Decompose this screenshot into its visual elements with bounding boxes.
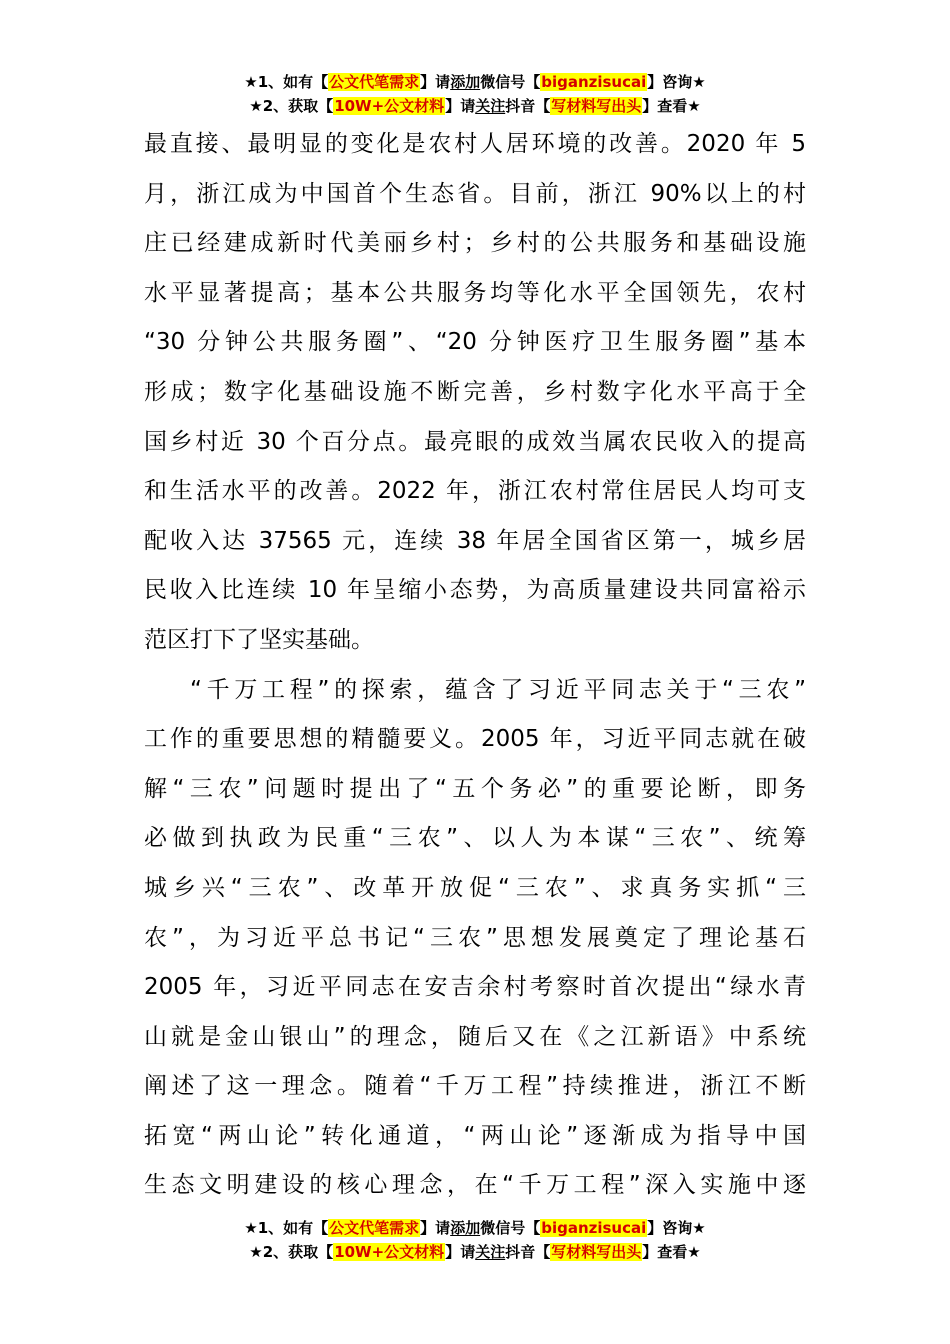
header-banner: [0, 70, 950, 118]
text-line: 拓宽“两山论”转化通道，“两山论”逐渐成为指导中国: [144, 1122, 806, 1149]
text-line: 城乡兴“三农”、改革开放促“三农”、求真务实抓“三: [144, 874, 806, 901]
banner-highlight-douyin-account: 写材料写出头: [551, 1243, 642, 1261]
text-line: 解“三农”问题时提出了“五个务必”的重要论断，即务: [144, 775, 806, 802]
banner-highlight: 公文代笔需求: [329, 1219, 420, 1237]
banner-highlight-wechat-id: biganzisucai: [541, 1219, 647, 1237]
banner-text: 抖音【: [505, 1243, 551, 1261]
text-line: 国乡村近 30 个百分点。最亮眼的成效当属农民收入的提高: [144, 428, 806, 455]
text-line: 配收入达 37565 元，连续 38 年居全国省区第一，城乡居: [144, 527, 806, 554]
banner-text: ★1、如有【: [244, 73, 329, 91]
text-line: 必做到执政为民重“三农”、以人为本谋“三农”、统筹: [144, 825, 806, 852]
document-body: [144, 120, 806, 1211]
banner-text: 】查看★: [642, 97, 701, 115]
footer-banner-line-2: [0, 1240, 950, 1264]
banner-underlined-text: 关注: [475, 1243, 506, 1261]
paragraph-2: [144, 666, 806, 1212]
banner-text: 】查看★: [642, 1243, 701, 1261]
footer-banner-line-1: [0, 1216, 950, 1240]
text-line: 生态文明建设的核心理念，在“千万工程”深入实施中逐: [144, 1172, 806, 1199]
banner-text: 微信号【: [480, 73, 541, 91]
text-line: 山就是金山银山”的理念，随后又在《之江新语》中系统: [144, 1023, 806, 1050]
banner-highlight-douyin-account: 写材料写出头: [551, 97, 642, 115]
banner-underlined-text: 添加: [450, 73, 481, 91]
banner-text: 】请: [420, 1219, 451, 1237]
text-line: 范区打下了坚实基础。: [144, 626, 374, 653]
text-line: 最直接、最明显的变化是农村人居环境的改善。2020 年 5: [144, 131, 806, 157]
header-banner-line-2: [0, 94, 950, 118]
text-line: 工作的重要思想的精髓要义。2005 年，习近平同志就在破: [144, 726, 806, 753]
banner-underlined-text: 添加: [450, 1219, 481, 1237]
banner-underlined-text: 关注: [475, 97, 506, 115]
text-line: “千万工程”的探索，蕴含了习近平同志关于“三农”: [190, 676, 806, 703]
text-line: “30 分钟公共服务圈”、“20 分钟医疗卫生服务圈”基本: [144, 329, 806, 356]
banner-text: 】请: [445, 1243, 476, 1261]
text-line: 形成；数字化基础设施不断完善，乡村数字化水平高于全: [144, 378, 806, 405]
text-line: 2005 年，习近平同志在安吉余村考察时首次提出“绿水青: [144, 974, 806, 1001]
text-line: 庄已经建成新时代美丽乡村；乡村的公共服务和基础设施: [144, 230, 806, 257]
banner-text: 微信号【: [480, 1219, 541, 1237]
banner-text: 】咨询★: [647, 73, 706, 91]
paragraph-1: [144, 120, 806, 666]
footer-banner: [0, 1216, 950, 1264]
text-line: 和生活水平的改善。2022 年，浙江农村常住居民人均可支: [144, 478, 806, 505]
banner-highlight-wechat-id: biganzisucai: [541, 73, 647, 91]
banner-text: 】请: [445, 97, 476, 115]
banner-text: ★2、获取【: [249, 97, 334, 115]
text-line: 民收入比连续 10 年呈缩小态势，为高质量建设共同富裕示: [144, 577, 806, 604]
text-line: 农”，为习近平总书记“三农”思想发展奠定了理论基石: [144, 924, 806, 951]
banner-text: 】咨询★: [647, 1219, 706, 1237]
text-line: 水平显著提高；基本公共服务均等化水平全国领先，农村: [144, 279, 806, 306]
text-line: 月，浙江成为中国首个生态省。目前，浙江 90%以上的村: [144, 180, 806, 207]
banner-text: 】请: [420, 73, 451, 91]
banner-text: ★1、如有【: [244, 1219, 329, 1237]
text-line: 阐述了这一理念。随着“千万工程”持续推进，浙江不断: [144, 1073, 806, 1100]
banner-highlight: 10W+公文材料: [334, 97, 445, 115]
header-banner-line-1: [0, 70, 950, 94]
banner-highlight: 10W+公文材料: [334, 1243, 445, 1261]
banner-text: ★2、获取【: [249, 1243, 334, 1261]
banner-highlight: 公文代笔需求: [329, 73, 420, 91]
banner-text: 抖音【: [505, 97, 551, 115]
